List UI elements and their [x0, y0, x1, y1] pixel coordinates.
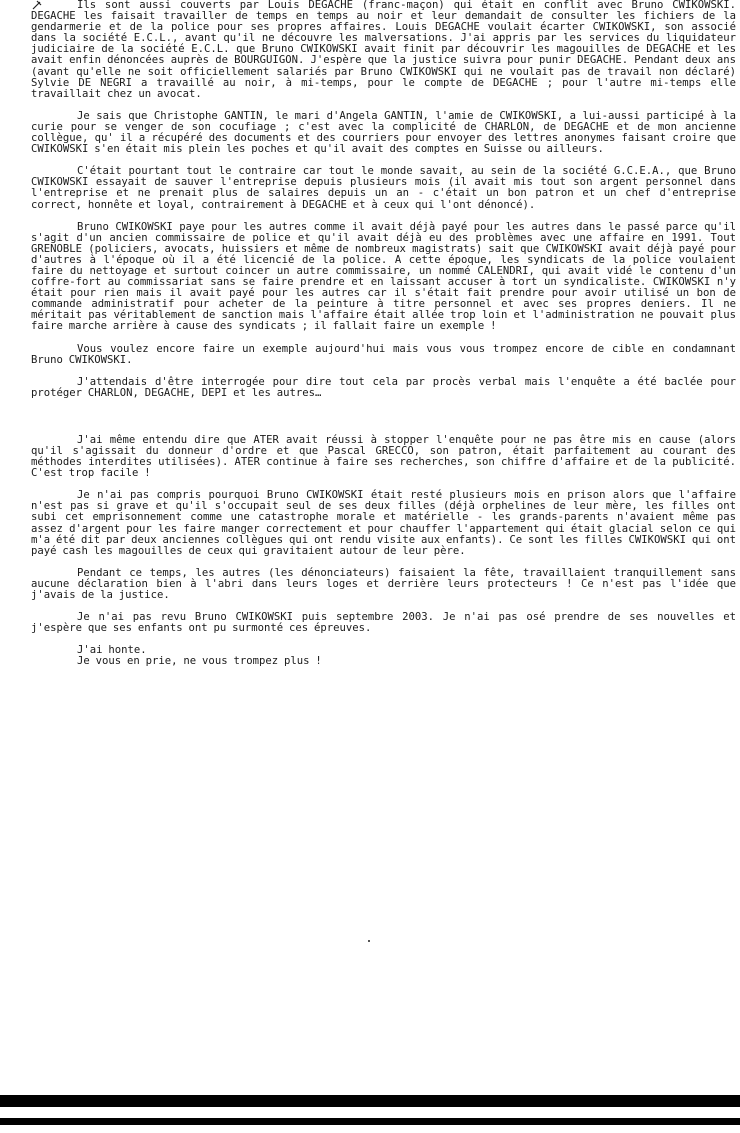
- paragraph-6: J'attendais d'être interrogée pour dire tout cela par procès verbal mais l'enquête a été baclée pour protéger CHARLON, DEGACHE, DEPI et les autres…: [31, 375, 736, 399]
- closing-line-1: J'ai honte.: [77, 644, 147, 657]
- letter-body: [31, 0, 736, 668]
- paragraph-8: Je n'ai pas compris pourquoi Bruno CWIKOWSKI était resté plusieurs mois en prison alors que l'affaire n'est pas si grave et qu'il s'occupait seul de ses deux filles (déjà orphelines de leur mère, les filles ont subi cet emprisonnement comme une catastrophe morale et matérielle - les grands-parents n'avaient même pas assez d'argent pour les faire manger correctement et pour chauffer l'appartement qui était glacial selon ce qui m'a été dit par deux anciennes collègues qui ont rendu visite aux enfants). Ce sont les filles CWIKOWSKI qui ont payé cash les magouilles de ceux qui gravitaient autour de leur père.: [31, 489, 736, 557]
- paragraph-5: Vous voulez encore faire un exemple aujourd'hui mais vous vous trompez encore de cible en condamnant Bruno CWIKOWSKI.: [31, 342, 736, 366]
- paragraph-7: J'ai même entendu dire que ATER avait réussi à stopper l'enquête pour ne pas être mis en cause (alors qu'il s'agissait du donneur d'ordre et que Pascal GRECCO, son patron, était parfaitement au courant des méthodes interdites utilisées). ATER continue à faire ses recherches, son chiffre d'affaire et de la publicité. C'est trop facile !: [31, 433, 736, 480]
- scan-border-thick: [0, 1095, 740, 1107]
- closing-line-2: Je vous en prie, ne vous trompez plus !: [77, 655, 322, 668]
- paragraph-9: Pendant ce temps, les autres (les dénonciateurs) faisaient la fête, travaillaient tranquillement sans aucune déclaration bien à l'abri dans leurs loges et derrière leurs protecteurs ! Ce n'est pas l'idée que j'avais de la justice.: [31, 566, 736, 602]
- scan-border-thin: [0, 1118, 740, 1125]
- scan-speck: [368, 940, 370, 942]
- paragraph-10: Je n'ai pas revu Bruno CWIKOWSKI puis septembre 2003. Je n'ai pas osé prendre de ses nouvelles et j'espère que ses enfants ont pu surmonté ces épreuves.: [31, 611, 736, 635]
- paragraph-1: Ils sont aussi couverts par Louis DEGACHE (franc-maçon) qui était en conflit avec Bruno CWIKOWSKI. DEGACHE les faisait travailler de temps en temps au noir et leur demandait de consulter les fichiers de la gendarmerie et de la police pour ses propres affaires. Louis DEGACHE voulait écarter CWIKOWSKI, son associé dans la société E.C.L., avant qu'il ne découvre les malversations. J'ai appris par les services du liquidateur judiciaire de la société E.C.L. que Bruno CWIKOWSKI avait finit par découvrir les magouilles de DEGACHE et les avait enfin dénoncées auprès de BOURGUIGON. J'espère que la justice suivra pour punir DEGACHE. Pendant deux ans (avant qu'elle ne soit officiellement salariés par Bruno CWIKOWSKI qui ne voulait pas de travail non déclaré) Sylvie DE NEGRI a travaillé au noir, à mi-temps, pour le compte de DEGACHE ; pour l'autre mi-temps elle travaillait chez un avocat.: [31, 0, 736, 100]
- paragraph-2: Je sais que Christophe GANTIN, le mari d'Angela GANTIN, l'amie de CWIKOWSKI, a lui-aussi participé à la curie pour se venger de son cocufiage ; c'est avec la complicité de CHARLON, de DEGACHE et de mon ancienne collègue, qu' il a récupéré des documents et des courriers pour envoyer des lettres anonymes faisant croire que CWIKOWSKI s'en était mis plein les poches et qu'il avait des comptes en Suisse ou ailleurs.: [31, 109, 736, 156]
- paragraph-3: C'était pourtant tout le contraire car tout le monde savait, au sein de la société G.C.E.A., que Bruno CWIKOWSKI essayait de sauver l'entreprise depuis plusieurs mois (il avait mis tout son argent personnel dans l'entreprise et ne prenait plus de salaires depuis un an - c'était un bon patron et un chef d'entreprise correct, honnête et loyal, contrairement à DEGACHE et à ceux qui l'ont dénoncé).: [31, 165, 736, 211]
- paragraph-4: Bruno CWIKOWSKI paye pour les autres comme il avait déjà payé pour les autres dans le passé parce qu'il s'agit d'un ancien commissaire de police et qu'il avait déjà eu des problèmes avec une affaire en 1991. Tout GRENOBLE (policiers, avocats, huissiers et même de nombreux magistrats) sait que CWIKOWSKI avait déjà payé pour d'autres à l'époque où il a été licencié de la police. A cette époque, les syndicats de la police voulaient faire du nettoyage et surtout coincer un autre commissaire, un nommé CALENDRI, qui avait vidé le contenu d'un coffre-fort au commissariat sans se faire prendre et en laissant accuser à tort un syndicaliste. CWIKOWSKI n'y était pour rien mais il avait payé pour les autres car il s'était fait prendre pour avoir utilisé un bon de commande administratif pour acheter de la peinture à titre personnel et avec ses propres deniers. Il ne méritait pas véritablement de sanction mais l'affaire était allée trop loin et l'administration ne pouvait plus faire marche arrière à cause des syndicats ; il fallait faire un exemple !: [31, 220, 736, 333]
